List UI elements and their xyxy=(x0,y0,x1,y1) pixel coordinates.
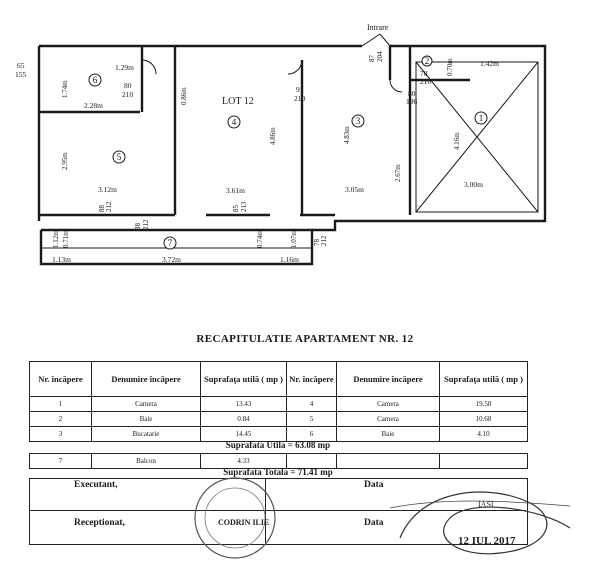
signature-scribble xyxy=(380,478,580,563)
table-cell: Camera xyxy=(92,397,201,412)
table-cell: 6 xyxy=(287,427,337,442)
table-cell: 1 xyxy=(30,397,92,412)
table-cell: 10.68 xyxy=(440,412,528,427)
table-cell: 5 xyxy=(287,412,337,427)
col-header: Suprafaţa utilă ( mp ) xyxy=(440,362,528,397)
recap-title: RECAPITULATIE APARTAMENT NR. 12 xyxy=(196,333,414,345)
stamp-city: IASI xyxy=(478,500,494,509)
level-mark-top: 65 xyxy=(17,61,25,70)
room-6-number: 6 xyxy=(92,75,98,85)
table-cell: 4.10 xyxy=(440,427,528,442)
dim-room7-a: 1.12m xyxy=(52,230,60,248)
recap-table xyxy=(29,361,528,442)
door-d2-w: 70 xyxy=(420,69,428,78)
table-cell: 2 xyxy=(30,412,92,427)
table-cell: 3 xyxy=(30,427,92,442)
table-cell: Baie xyxy=(337,427,440,442)
door-d6-w: 80 xyxy=(124,81,132,90)
executant-label: Executant, xyxy=(74,480,118,490)
door-entrance-h: 204 xyxy=(376,51,384,62)
useful-area-total: Suprafata Utila = 63.08 mp xyxy=(225,440,331,450)
table-cell: Camera xyxy=(337,397,440,412)
col-header: Denumire încăpere xyxy=(337,362,440,397)
door-entrance-w: 87 xyxy=(368,55,376,62)
dim-room7-c: 1.07m xyxy=(290,230,298,248)
table-cell: Bucatarie xyxy=(92,427,201,442)
door-d5-h: 212 xyxy=(105,201,113,212)
dim-room7-d: 0.74m xyxy=(256,230,264,248)
dim-misc-a: 0.86m xyxy=(180,87,188,105)
dim-room1-width: 3.00m xyxy=(464,180,483,189)
col-header: Suprafaţa utilă ( mp ) xyxy=(201,362,287,397)
door-d5-w: 88 xyxy=(98,205,106,212)
door-d1-w: 80 xyxy=(408,89,416,98)
door-d5b-w: 88 xyxy=(134,223,142,230)
dim-room7-right: 1.16m xyxy=(280,255,299,264)
table-cell: 4.33 xyxy=(201,454,287,469)
table-cell: 0.84 xyxy=(201,412,287,427)
entrance-label: Intrare xyxy=(367,23,389,32)
data-label-1: Data xyxy=(364,480,384,490)
table-cell: Baie xyxy=(92,412,201,427)
table-cell: 19.58 xyxy=(440,397,528,412)
dim-room5-height: 2.95m xyxy=(61,152,69,170)
dim-room6-height: 1.74m xyxy=(61,80,69,98)
room-5-number: 5 xyxy=(116,152,122,162)
stamp-name: CODRIN ILIE xyxy=(218,518,270,527)
data-label-2: Data xyxy=(364,518,384,528)
total-area: Suprafata Totala = 71.41 mp xyxy=(223,467,333,477)
dim-room1-height: 4.16m xyxy=(453,132,461,150)
door-d7c-w: 78 xyxy=(313,239,321,246)
dim-room7-left: 1.13m xyxy=(52,255,71,264)
col-header: Nr. încăpere xyxy=(287,362,337,397)
table-cell: 13.43 xyxy=(201,397,287,412)
table-cell: 7 xyxy=(30,454,92,469)
door-d7a-h: 213 xyxy=(240,201,248,212)
table-cell: 14.45 xyxy=(201,427,287,442)
door-d7c-h: 212 xyxy=(320,235,328,246)
dim-misc-b: 2.67m xyxy=(394,164,402,182)
lot-label: LOT 12 xyxy=(222,96,254,107)
door-d2-h: 210 xyxy=(420,77,432,86)
door-d5b-h: 212 xyxy=(142,219,150,230)
round-stamp xyxy=(180,470,290,563)
room-3-number: 3 xyxy=(355,116,361,126)
room-4-number: 4 xyxy=(231,117,237,127)
dim-room6-width: 1.29m xyxy=(115,63,134,72)
table-row xyxy=(30,397,528,412)
table-cell: Balcon xyxy=(92,454,201,469)
dim-room4-height: 4.86m xyxy=(269,127,277,145)
col-header: Denumire încăpere xyxy=(92,362,201,397)
table-cell: Camera xyxy=(337,412,440,427)
door-d4-h: 210 xyxy=(294,94,306,103)
level-mark-bottom: 155 xyxy=(15,70,27,79)
table-header-row xyxy=(30,362,528,397)
col-header: Nr. încăpere xyxy=(30,362,92,397)
dim-room3-height: 4.83m xyxy=(343,126,351,144)
dim-room4-width: 3.61m xyxy=(226,186,245,195)
dim-room6-length: 2.28m xyxy=(84,101,103,110)
table-row xyxy=(30,412,528,427)
dim-room5-width: 3.12m xyxy=(98,185,117,194)
dim-room7-b: 0.71m xyxy=(62,230,70,248)
door-d4-w: 91 xyxy=(296,85,304,94)
room-2-number: 2 xyxy=(424,56,430,66)
dim-room2-height: 0.70m xyxy=(446,58,454,76)
table-cell: 4 xyxy=(287,397,337,412)
door-d6-h: 210 xyxy=(122,90,134,99)
door-d7a-w: 85 xyxy=(232,205,240,212)
dim-room3-width: 3.05m xyxy=(345,185,364,194)
room-1-number: 1 xyxy=(478,113,484,123)
room-7-number: 7 xyxy=(167,238,173,248)
stamp-date: 12 IUL 2017 xyxy=(458,535,516,547)
dim-room7-length: 3.72m xyxy=(162,255,181,264)
door-d1-h: 196 xyxy=(406,97,418,106)
dim-room2-width: 1.42m xyxy=(480,59,499,68)
receptionat-label: Receptionat, xyxy=(74,518,125,528)
